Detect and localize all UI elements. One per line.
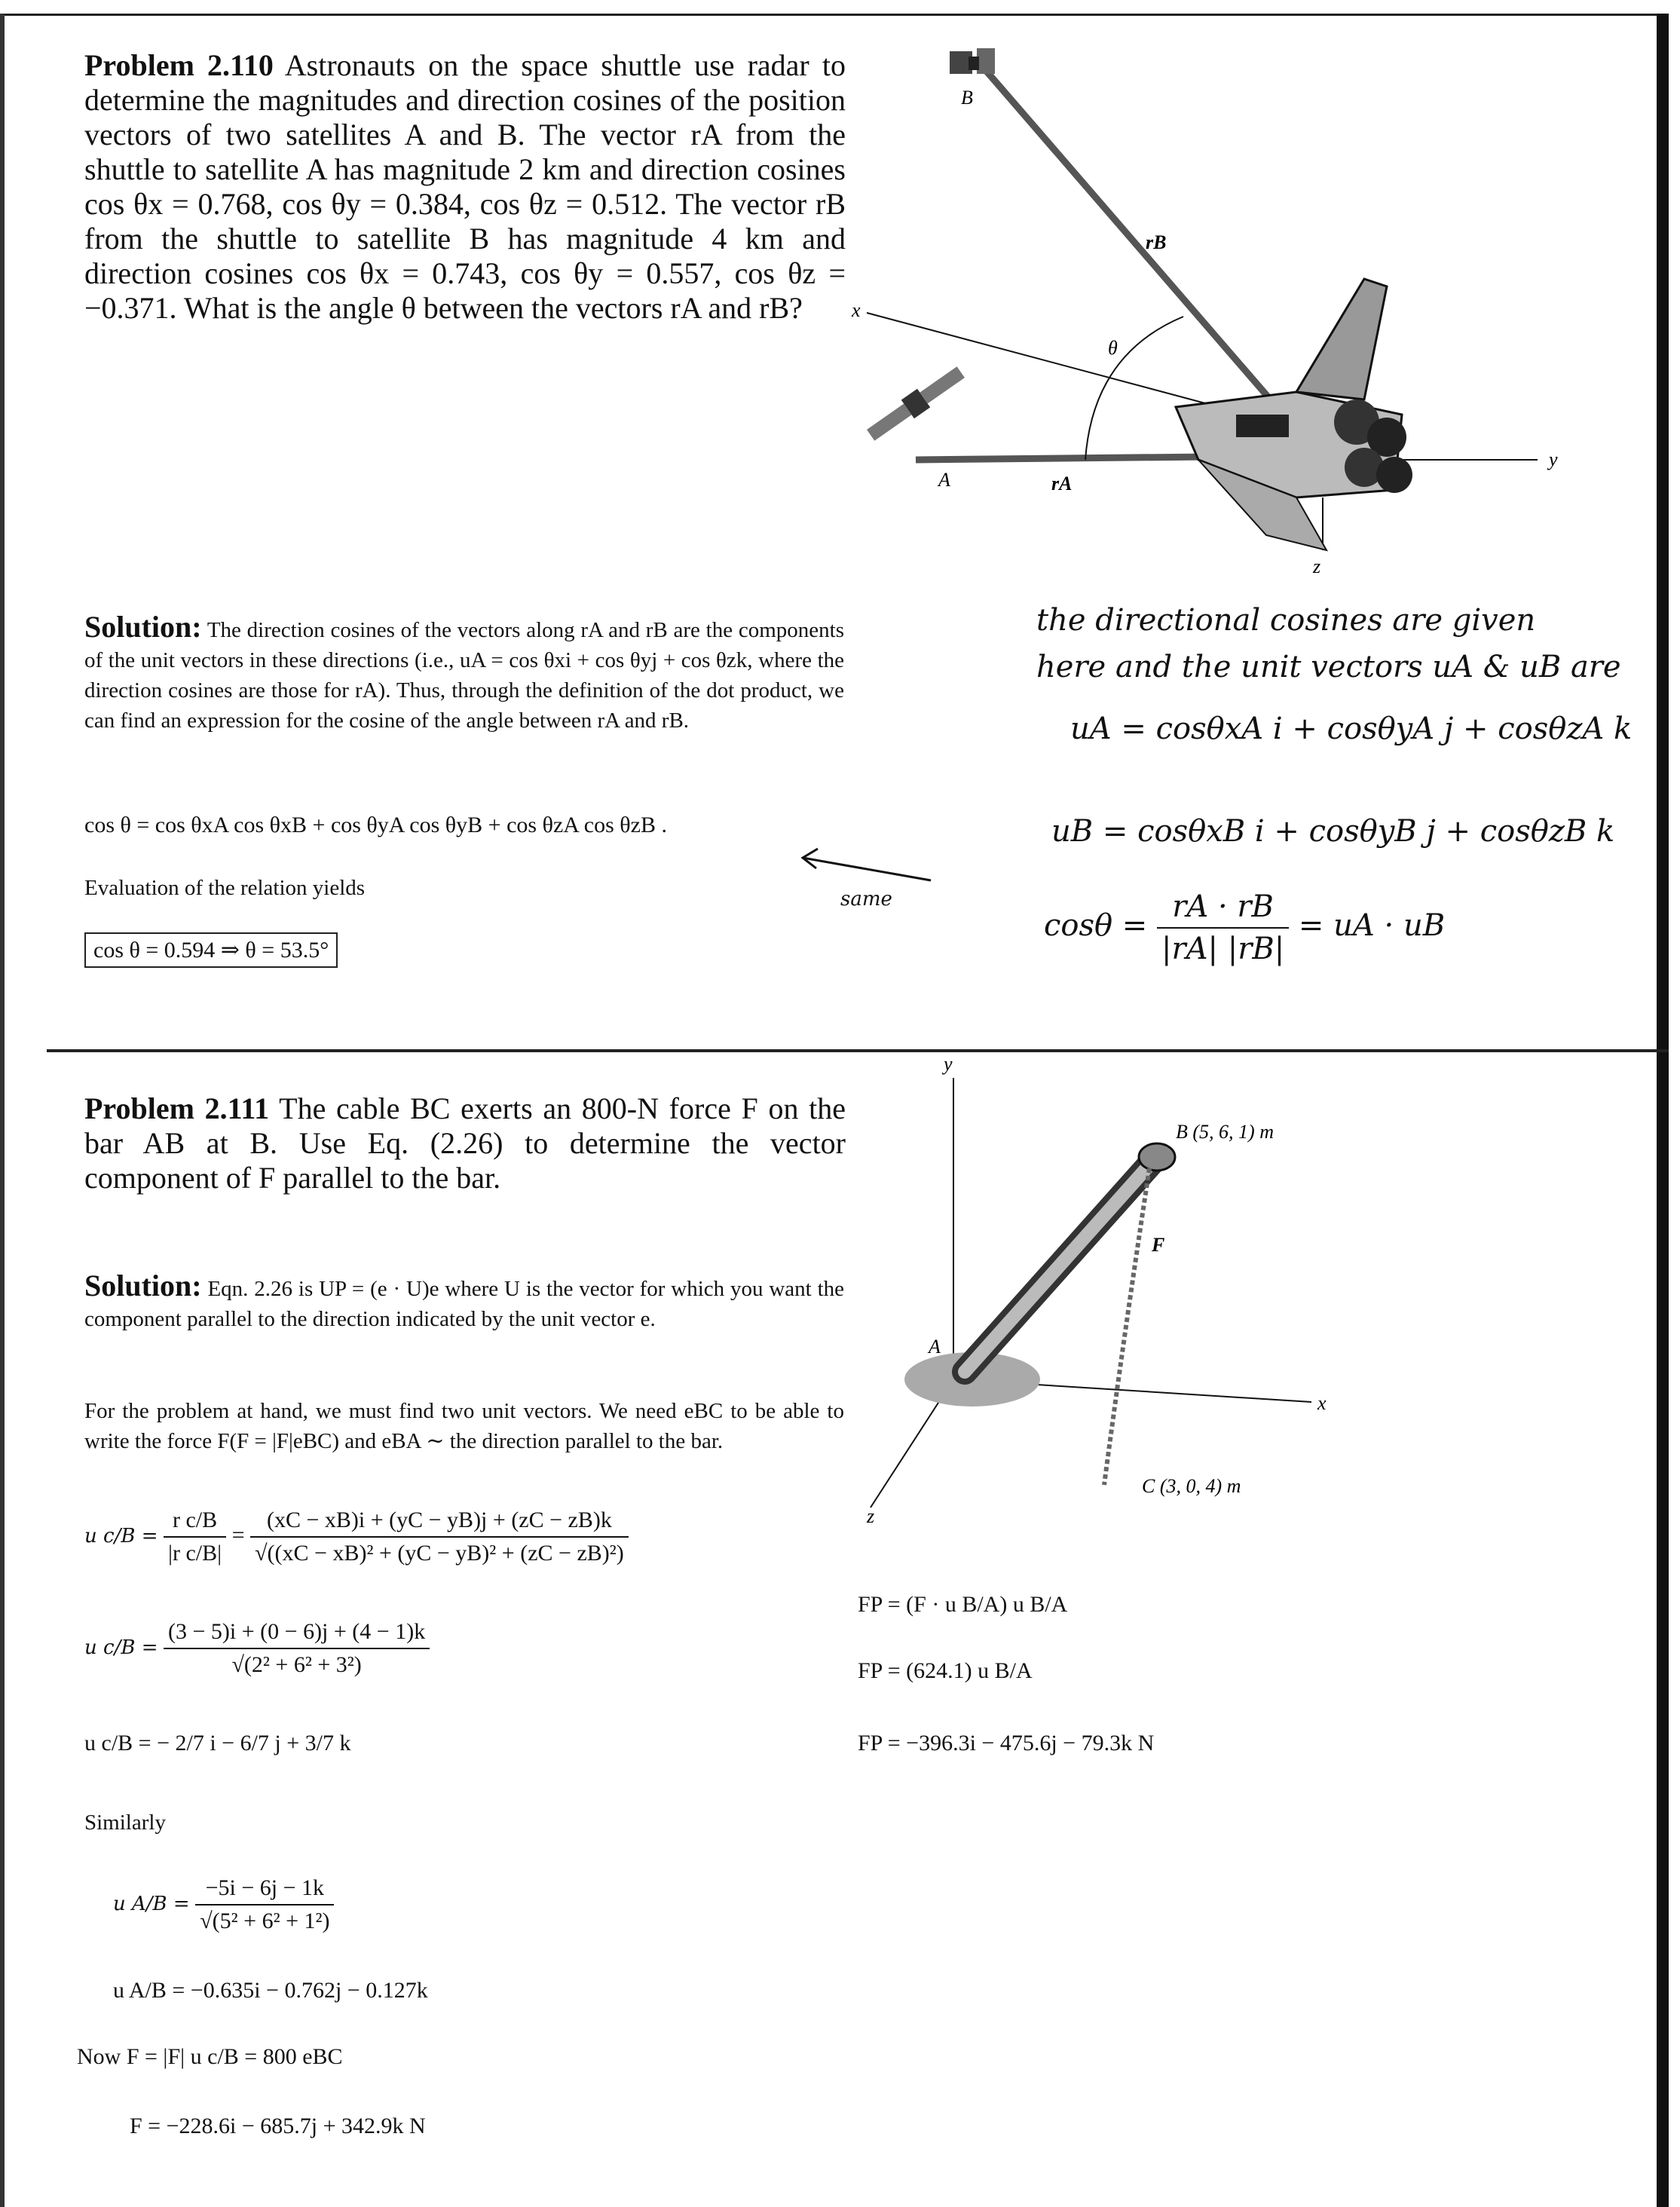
shuttle-satellite-figure xyxy=(844,38,1598,580)
eq-force-components: F = −228.6i − 685.7j + 342.9k N xyxy=(130,2114,426,2138)
frame-left-border xyxy=(0,14,5,2207)
problem-111-statement xyxy=(84,1091,846,1195)
theta-label: θ xyxy=(1108,337,1118,359)
note-cos-fraction xyxy=(1157,889,1289,966)
eq4-den: √(5² + 6² + 1²) xyxy=(200,1909,330,1933)
satellite-a-label: A xyxy=(938,469,950,491)
problem-110-text: Astronauts on the space shuttle use radar to determine the magnitudes and direction cosines of the position vectors of two satellites A and B. The vector rA from the shuttle to satellite A has magnitude 2 km and direction cosines cos θx = 0.768, cos θy = 0.384, cos θz = 0.512. The vector rB from the shuttle to satellite B has magnitude 4 km and direction cosines cos θx = 0.743, cos θy = 0.557, cos θz = −0.371. What is the angle θ between the vectors rA and rB? xyxy=(84,48,846,325)
problem-110-title: Problem 2.110 xyxy=(84,48,274,82)
rB-vector xyxy=(984,68,1296,430)
problem-111-text: The cable BC exerts an 800-N force F on the bar AB at B. Use Eq. (2.26) to determine the vector component of F parallel to the bar. xyxy=(84,1091,846,1195)
solution-111-para2: For the problem at hand, we must find two unit vectors. We need eBC to be able to write the force F(F = |F|eBC) and eBA ∼ the direction parallel to the bar. xyxy=(84,1399,844,1453)
eq4-num: −5i − 6j − 1k xyxy=(195,1875,334,1905)
rB-label: rB xyxy=(1146,231,1167,253)
note-line-2: here and the unit vectors uA & uB are xyxy=(1036,650,1621,684)
z-axis-label: z xyxy=(1313,556,1321,577)
problem-110-solution xyxy=(84,612,844,736)
note-line-1: the directional cosines are given xyxy=(1036,603,1536,638)
fig111-x-label: x xyxy=(1317,1392,1327,1414)
eq1-fraction-right xyxy=(250,1508,629,1566)
eq-unit-vector-cb: u c/B = $\frac{\text{r c/B}}{\text{|r c/B|}}$ = $\frac{(xC - xB)i + (yC - yB)j + (zC - zB)k}{\text{√((xC − xB)² + (yC − yB)² + (zC − zB)²)}}$ xyxy=(84,1508,629,1566)
eq-force-f: Now F = |F| u c/B = 800 eBC xyxy=(77,2044,343,2069)
eq1-num-left: r c/B xyxy=(164,1508,226,1538)
solution-110-label: Solution: xyxy=(84,610,202,644)
note-cos-numerator: rA · rB xyxy=(1157,889,1289,929)
bar-end-B xyxy=(1139,1143,1175,1171)
eq2-lhs: u c/B = xyxy=(84,1636,158,1659)
fig111-B-label: B (5, 6, 1) m xyxy=(1176,1121,1274,1143)
satellite-b-icon xyxy=(950,48,995,74)
direction-cosine-equation: cos θ = cos θxA cos θxB + cos θyA cos θyB + cos θzA cos θzB . xyxy=(84,813,667,837)
problem-111-solution xyxy=(84,1271,844,1334)
satellite-a-icon xyxy=(864,363,968,444)
evaluation-text: Evaluation of the relation yields xyxy=(84,876,366,900)
rA-label: rA xyxy=(1051,473,1073,494)
fig111-C-label: C (3, 0, 4) m xyxy=(1142,1475,1241,1497)
note-uA: uA = cosθxA i + cosθyA j + cosθzA k xyxy=(1070,712,1633,746)
fig111-z-label: z xyxy=(867,1505,875,1523)
frame-top-border xyxy=(0,14,1669,16)
satellite-b-label: B xyxy=(961,87,973,109)
note-cos-lhs: cosθ = xyxy=(1044,908,1148,943)
note-cos-rhs: = uA · uB xyxy=(1298,908,1446,943)
eq-fp-magnitude: FP = (624.1) u B/A xyxy=(858,1658,1033,1683)
eq-unit-vector-ab xyxy=(113,1875,334,1934)
problem-111-title: Problem 2.111 xyxy=(84,1091,270,1125)
space-shuttle-icon xyxy=(1176,279,1412,550)
solution-110-text: The direction cosines of the vectors along rA and rB are the components of the unit vectors in these directions (i.e., uA = cos θxi + cos θyj + cos θzk, where the direction cosines are those for rA). Thus, through the definition of the dot product, we can find an expression for the cosine of the angle between rA and rB. xyxy=(84,618,844,733)
note-cos-denominator: |rA| |rB| xyxy=(1161,932,1285,966)
note-same: same xyxy=(840,888,892,911)
eq2-den: √(2² + 6² + 3²) xyxy=(231,1652,362,1677)
x-axis-label: x xyxy=(852,299,861,321)
section-divider xyxy=(47,1049,1669,1052)
fig111-F-label: F xyxy=(1152,1234,1165,1256)
bar-cable-figure xyxy=(844,1055,1462,1523)
eq1-den-right: √((xC − xB)² + (yC − yB)² + (zC − zB)²) xyxy=(255,1541,624,1566)
eq-fp-result: FP = −396.3i − 475.6j − 79.3k N xyxy=(858,1731,1155,1755)
eq-unit-vector-cb-result: u c/B = − 2/7 i − 6/7 j + 3/7 k xyxy=(84,1731,351,1755)
eq-unit-vector-ab-result: u A/B = −0.635i − 0.762j − 0.127k xyxy=(113,1978,428,2003)
eq2-fraction xyxy=(164,1619,430,1678)
answer-box-110: cos θ = 0.594 ⇒ θ = 53.5° xyxy=(84,932,338,968)
solution-111-text: Eqn. 2.26 is UP = (e · U)e where U is the vector for which you want the component parallel to the direction indicated by the unit vector e. xyxy=(84,1277,844,1331)
eq1-lhs: u c/B = xyxy=(84,1524,158,1547)
fig111-y-label: y xyxy=(944,1055,953,1075)
eq-fp-definition: FP = (F · u B/A) u B/A xyxy=(858,1592,1068,1617)
theta-arc xyxy=(1085,317,1183,460)
y-axis-label: y xyxy=(1549,448,1558,470)
eq4-fraction xyxy=(195,1875,334,1934)
problem-110-statement xyxy=(84,48,846,326)
frame-right-border xyxy=(1657,14,1669,2207)
solution-111-label: Solution: xyxy=(84,1269,202,1302)
eq2-num: (3 − 5)i + (0 − 6)j + (4 − 1)k xyxy=(164,1619,430,1649)
eq1-num-right: (xC − xB)i + (yC − yB)j + (zC − zB)k xyxy=(250,1508,629,1538)
eq-unit-vector-cb-values xyxy=(84,1619,430,1678)
eq1-fraction-left xyxy=(164,1508,226,1566)
note-cos-theta xyxy=(1044,889,1445,966)
eq1-den-left: |r c/B| xyxy=(168,1541,222,1566)
fig111-A-label: A xyxy=(929,1336,941,1358)
note-uB: uB = cosθxB i + cosθyB j + cosθzB k xyxy=(1051,814,1615,849)
similarly-text: Similarly xyxy=(84,1811,166,1835)
eq4-lhs: u A/B = xyxy=(113,1892,190,1915)
